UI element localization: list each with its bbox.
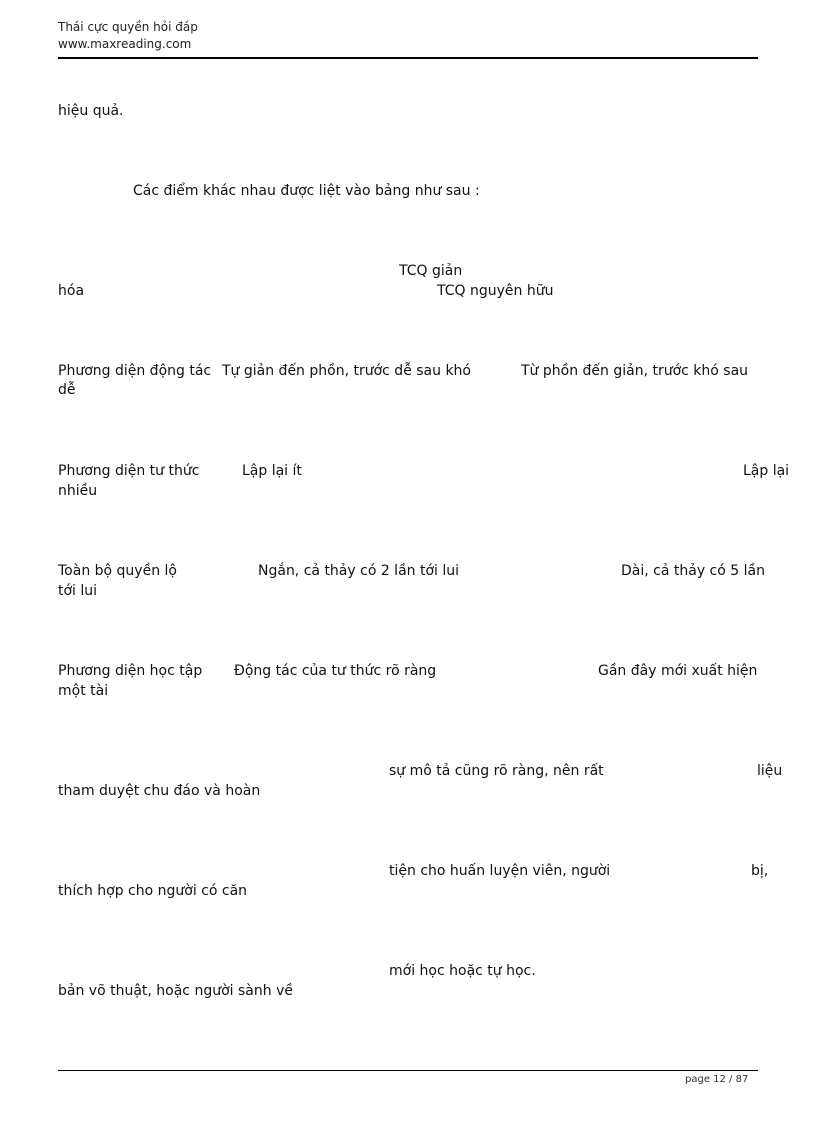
row-1-label: Phương diện động tác (58, 363, 212, 379)
row-2-wrap: nhiều (58, 483, 98, 499)
header-title: Thái cực quyền hỏi đáp (58, 20, 198, 34)
cont-2-mid: tiện cho huấn luyện viên, người (389, 863, 611, 879)
row-2-label: Phương diện tư thức (58, 463, 200, 479)
cont-3-mid: mới học hoặc tự học. (389, 963, 536, 979)
row-3-col2: Dài, cả thảy có 5 lần (621, 563, 765, 579)
col-header-1-part1: TCQ giản (399, 263, 463, 279)
cont-2-right: bị, (751, 863, 769, 879)
row-2-col1: Lập lại ít (242, 463, 302, 479)
row-4-label: Phương diện học tập (58, 663, 203, 679)
cont-1-left: tham duyệt chu đáo và hoàn (58, 783, 261, 799)
row-4-col1: Động tác của tư thức rõ ràng (234, 663, 437, 679)
row-1-col2: Từ phồn đến giản, trước khó sau (521, 363, 749, 379)
col-header-2: TCQ nguyên hữu (437, 283, 554, 299)
header-rule (58, 57, 758, 59)
page-number: page 12 / 87 (685, 1074, 749, 1085)
cont-1-mid: sự mô tả cũng rõ ràng, nên rất (389, 763, 604, 779)
header-url: www.maxreading.com (58, 37, 192, 51)
row-3-wrap: tới lui (58, 583, 98, 599)
col-header-1-part2: hóa (58, 283, 85, 299)
cont-3-left: bản võ thuật, hoặc người sành về (58, 983, 293, 999)
row-3-col1: Ngắn, cả thảy có 2 lần tới lui (258, 563, 460, 579)
row-2-col2: Lập lại (743, 463, 790, 479)
intro-tail: hiệu quả. (58, 103, 124, 119)
table-intro: Các điểm khác nhau được liệt vào bảng như sau : (133, 183, 480, 199)
row-1-wrap: dễ (58, 382, 76, 398)
footer-rule (58, 1070, 758, 1071)
cont-2-left: thích hợp cho người có căn (58, 883, 248, 899)
row-4-col2: Gần đây mới xuất hiện (598, 663, 758, 679)
row-4-wrap: một tài (58, 683, 109, 699)
row-3-label: Toàn bộ quyền lộ (58, 563, 177, 579)
row-1-col1: Tự giản đến phồn, trước dễ sau khó (222, 363, 471, 379)
cont-1-right: liệu (757, 763, 783, 779)
